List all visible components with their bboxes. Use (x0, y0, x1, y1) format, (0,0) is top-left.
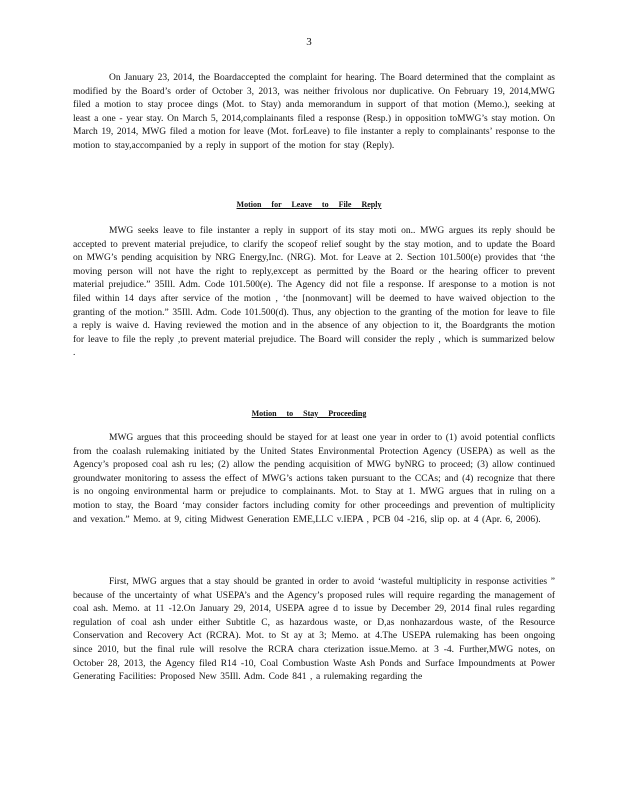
paragraph-text: MWG seeks leave to file instanter a reply in support of its stay moti on.. MWG argues its reply should be accepted to prevent material prejudice, to clarify the scopeof relief sought by the stay motion, and to update the Board on MWG’s pending acquisition by NRG Energy,Inc. (NRG). Mot. for Leave at 2. Section 101.500(e) provides that ‘the moving person will not have the right to reply,except as permitted by the Board or the hearing officer to prevent material prejudice.” 35Ill. Adm. Code 101.500(e). The Agency did not file a response. If aresponse to a motion is not filed within 14 days after service of the motion , ‘the [nonmovant] will be deemed to have waived objection to the granting of the motion.” 35Ill. Adm. Code 101.500(d). Thus, any objection to the granting of the motion for leave to file a reply is waive d. Having reviewed the motion and in the absence of any objection to it, the Boardgrants the motion for leave to file the reply ,to prevent material prejudice. The Board will consider the reply , which is summarized below . (73, 226, 555, 359)
section-heading-motion-for-leave (0, 200, 618, 209)
heading-text: Motion for Leave to File Reply (236, 200, 382, 209)
page-number: 3 (306, 36, 312, 48)
paragraph-text: On January 23, 2014, the Boardaccepted the complaint for hearing. The Board determined that the complaint as modified by the Board’s order of October 3, 2013, was neither frivolous nor duplicative. On February 19, 2014,MWG filed a motion to stay procee dings (Mot. to Stay) anda memorandum in support of that motion (Memo.), seeking at least a one - year stay. On March 5, 2014,complainants filed a response (Resp.) in opposition toMWG’s stay motion. On March 19, 2014, MWG filed a motion for leave (Mot. forLeave) to file instanter a reply to complainants’ response to the motion to stay,accompanied by a reply in support of the motion for stay (Reply). (73, 73, 555, 151)
paragraph-first-argument (73, 576, 555, 685)
paragraph-procedural-history (73, 72, 555, 154)
paragraph-motion-for-leave (73, 225, 555, 361)
heading-text: Motion to Stay Proceeding (251, 409, 367, 418)
section-heading-motion-to-stay (0, 409, 618, 418)
paragraph-text: MWG argues that this proceeding should be stayed for at least one year in order to (1) avoid potential conflicts from the coalash rulemaking initiated by the United States Environmental Protection Agency (USEPA) as well as the Agency’s proposed coal ash ru les; (2) allow the pending acquisition of MWG byNRG to proceed; (3) allow continued groundwater monitoring to assess the effect of MWG’s actions taken pursuant to the CCAs; and (4) recognize that there is no ongoing environmental harm or prejudice to complainants. Mot. to Stay at 1. MWG argues that in ruling on a motion to stay, the Board ‘may consider factors including comity for other proceedings and prevention of multiplicity and vexation.” Memo. at 9, citing Midwest Generation EME,LLC v.IEPA , PCB 04 -216, slip op. at 4 (Apr. 6, 2006). (73, 433, 555, 525)
paragraph-stay-arguments (73, 432, 555, 527)
paragraph-text: First, MWG argues that a stay should be granted in order to avoid ‘wasteful multiplicity in response activities ” because of the uncertainty of what USEPA’s and the Agency’s proposed rules will require regarding the management of coal ash. Memo. at 11 -12.On January 29, 2014, USEPA agree d to issue by December 29, 2014 final rules regarding regulation of coal ash under either Subtitle C, as hazardous waste, or D,as nonhazardous waste, of the Resource Conservation and Recovery Act (RCRA). Mot. to St ay at 3; Memo. at 4.The USEPA rulemaking has been ongoing since 2010, but the final rule will resolve the RCRA chara cterization issue.Memo. at 3 -4. Further,MWG notes, on October 28, 2013, the Agency filed R14 -10, Coal Combustion Waste Ash Ponds and Surface Impoundments at Power Generating Facilities: Proposed New 35Ill. Adm. Code 841 , a rulemaking regarding the (73, 577, 555, 683)
